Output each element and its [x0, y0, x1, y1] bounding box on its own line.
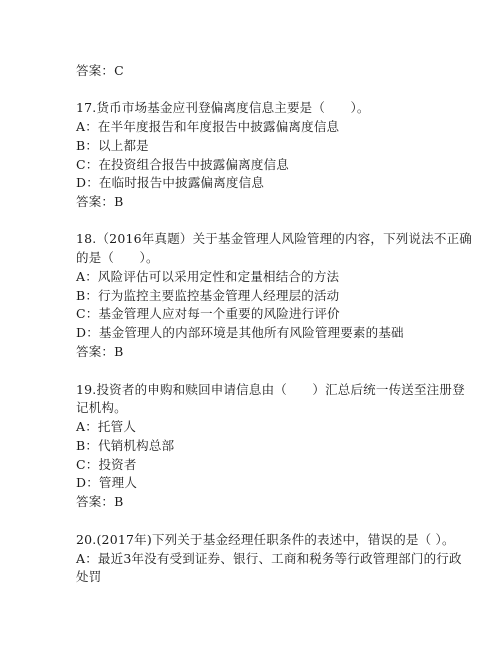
question-19-option-c: C：投资者 [76, 457, 137, 472]
question-20-option-a-continued: 处罚 [76, 569, 102, 584]
question-19-option-a: A：托管人 [76, 419, 137, 434]
question-20-stem: 20.(2017年)下列关于基金经理任职条件的表述中，错误的是（ ）。 [76, 532, 455, 547]
question-19-option-b: B：代销机构总部 [76, 438, 175, 453]
question-18-stem-line1: 18.（2016年真题）关于基金管理人风险管理的内容，下列说法不正确 [76, 231, 472, 246]
question-17-option-c: C：在投资组合报告中披露偏离度信息 [76, 157, 289, 172]
question-18-answer: 答案：B [76, 344, 124, 359]
question-20-option-a: A：最近3年没有受到证券、银行、工商和税务等行政管理部门的行政 [76, 551, 462, 566]
question-18-option-c: C：基金管理人应对每一个重要的风险进行评价 [76, 306, 340, 321]
answer-previous: 答案：C [76, 63, 124, 78]
question-19-answer: 答案：B [76, 494, 124, 509]
question-18-option-d: D：基金管理人的内部环境是其他所有风险管理要素的基础 [76, 325, 404, 340]
question-17-option-d: D：在临时报告中披露偏离度信息 [76, 175, 265, 190]
question-18-option-a: A：风险评估可以采用定性和定量相结合的方法 [76, 269, 340, 284]
question-17-option-a: A：在半年度报告和年度报告中披露偏离度信息 [76, 119, 340, 134]
question-18-stem-line2: 的是（ ）。 [76, 250, 159, 265]
question-18-option-b: B：行为监控主要监控基金管理人经理层的活动 [76, 288, 340, 303]
question-19-option-d: D：管理人 [76, 475, 138, 490]
question-19-stem-line2: 记机构。 [76, 400, 127, 415]
question-17-answer: 答案：B [76, 194, 124, 209]
question-17-stem: 17.货币市场基金应刊登偏离度信息主要是（ ）。 [76, 100, 370, 115]
question-19-stem-line1: 19.投资者的申购和赎回申请信息由（ ）汇总后统一传送至注册登 [76, 382, 465, 397]
question-17-option-b: B：以上都是 [76, 138, 149, 153]
